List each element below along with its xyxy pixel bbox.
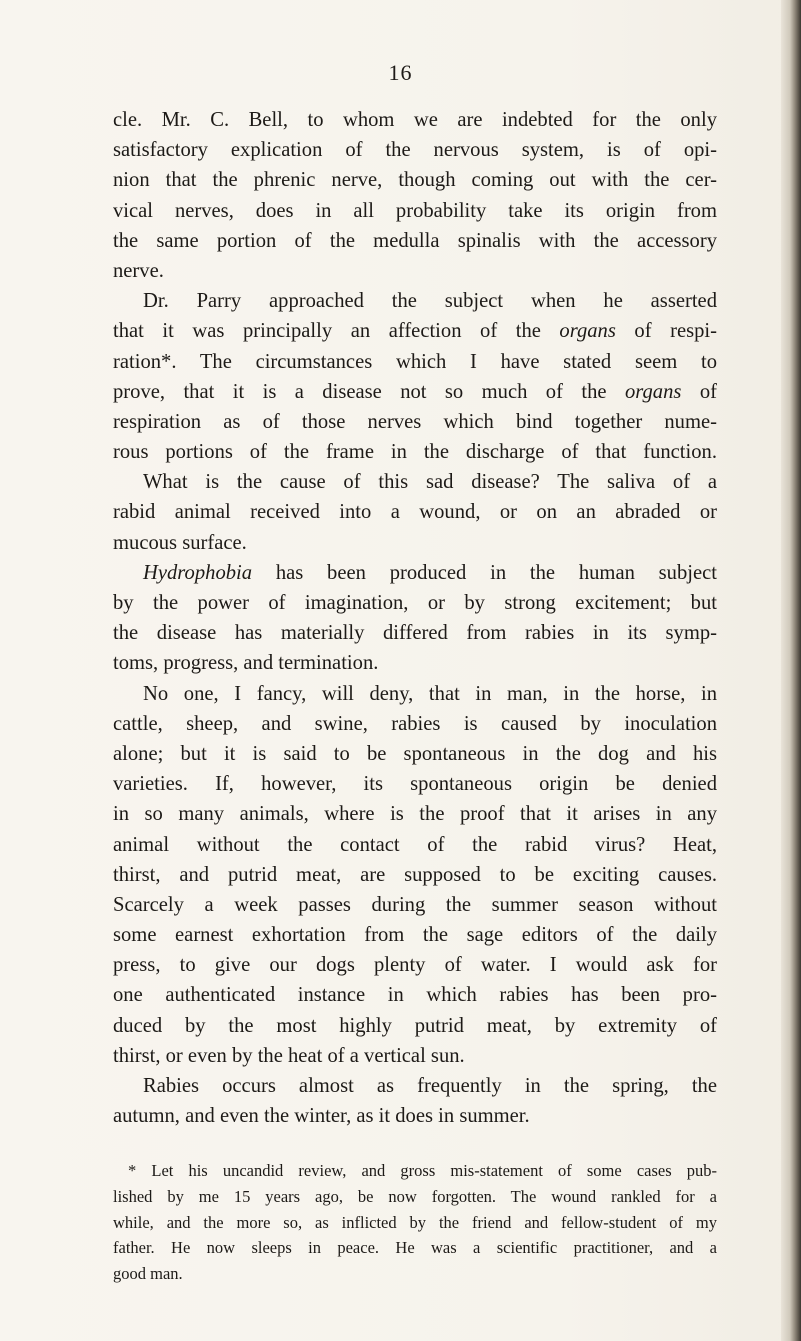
- text-segment: varieties. If, however, its spontaneous origin be denied: [113, 773, 717, 796]
- text-segment: of respi-: [615, 320, 717, 343]
- text-segment: one authenticated instance in which rabies has been pro-: [113, 984, 717, 1007]
- footnote-line: while, and the more so, as inflicted by the friend and fellow-student of my: [113, 1212, 717, 1232]
- text-segment: in so many animals, where is the proof that it arises in any: [113, 803, 717, 826]
- italic-text: organs: [624, 380, 682, 403]
- text-segment: toms, progress, and termination.: [113, 652, 379, 675]
- text-line: [113, 135, 717, 165]
- text-line: [113, 407, 717, 437]
- footnote-line: father. He now sleeps in peace. He was a scientific practitioner, and a: [113, 1238, 717, 1258]
- text-line: [113, 347, 717, 377]
- text-segment: thirst, and putrid meat, are supposed to be exciting causes.: [113, 863, 717, 886]
- italic-text: organs: [559, 320, 616, 343]
- text-segment: alone; but it is said to be spontaneous in the dog and his: [113, 742, 717, 765]
- footnote-line: good man.: [113, 1264, 183, 1284]
- text-segment: cle. Mr. C. Bell, to whom we are indebted for the only: [113, 109, 717, 131]
- text-segment: Rabies occurs almost as frequently in the spring, the: [143, 1075, 717, 1097]
- text-segment: by the power of imagination, or by strong excitement; but: [113, 592, 717, 614]
- text-segment: cattle, sheep, and swine, rabies is caused by inoculation: [113, 712, 717, 735]
- text-segment: autumn, and even the winter, as it does in summer.: [113, 1105, 530, 1128]
- text-line: [113, 1071, 717, 1101]
- text-line: [113, 618, 717, 648]
- text-line: [113, 679, 717, 709]
- text-segment: mucous surface.: [113, 531, 247, 554]
- text-line: [113, 890, 717, 920]
- text-line: [113, 437, 717, 467]
- text-segment: satisfactory explication of the nervous system, is of opi-: [113, 139, 717, 162]
- text-line: [113, 769, 717, 799]
- text-segment: No one, I fancy, will deny, that in man, in the horse, in: [143, 682, 717, 705]
- text-line: [113, 1101, 717, 1131]
- page-number: 16: [388, 60, 413, 85]
- footnote-line: lished by me 15 years ago, be now forgotten. The wound rankled for a: [113, 1186, 717, 1206]
- text-segment: rous portions of the frame in the discharge of that function.: [113, 441, 717, 464]
- text-segment: Dr. Parry approached the subject when he asserted: [143, 290, 717, 313]
- text-line: [113, 558, 717, 588]
- italic-text: Hydrophobia: [143, 561, 253, 584]
- text-line: [113, 830, 717, 860]
- text-line: [113, 226, 717, 256]
- text-line: [113, 860, 717, 890]
- text-line: [113, 648, 717, 678]
- text-segment: the disease has materially differed from rabies in its symp-: [113, 622, 717, 645]
- text-segment: What is the cause of this sad disease? The saliva of a: [143, 471, 717, 494]
- text-segment: the same portion of the medulla spinalis with the accessory: [113, 229, 717, 252]
- text-line: [113, 709, 717, 739]
- text-segment: duced by the most highly putrid meat, by extremity of: [113, 1014, 717, 1037]
- text-segment: that it was principally an affection of the: [113, 320, 560, 343]
- text-segment: nerve.: [113, 259, 164, 282]
- text-segment: press, to give our dogs plenty of water. I would ask for: [113, 954, 717, 977]
- text-segment: rabid animal received into a wound, or on an abraded or: [113, 501, 717, 524]
- text-line: [113, 377, 717, 407]
- text-line: [113, 739, 717, 769]
- text-line: [113, 1011, 717, 1041]
- text-line: [113, 467, 717, 497]
- text-line: [113, 286, 717, 316]
- text-segment: prove, that it is a disease not so much of the: [113, 380, 625, 403]
- text-segment: ration*. The circumstances which I have stated seem to: [113, 350, 717, 373]
- body-text: [113, 105, 717, 1131]
- text-segment: Scarcely a week passes during the summer season without: [113, 893, 717, 916]
- text-segment: animal without the contact of the rabid virus? Heat,: [113, 833, 717, 856]
- text-line: [113, 920, 717, 950]
- text-segment: of: [681, 380, 717, 403]
- footnote: [113, 1158, 717, 1287]
- text-segment: respiration as of those nerves which bind together nume-: [113, 410, 717, 433]
- text-line: [113, 799, 717, 829]
- text-line: [113, 105, 717, 135]
- text-segment: some earnest exhortation from the sage editors of the daily: [113, 924, 717, 947]
- footnote-line: * Let his uncandid review, and gross mis-statement of some cases pub-: [128, 1161, 717, 1180]
- page-edge-shadow: [781, 0, 801, 1341]
- text-line: [113, 316, 717, 346]
- text-line: [113, 165, 717, 195]
- text-line: [113, 256, 717, 286]
- text-segment: vical nerves, does in all probability take its origin from: [113, 199, 717, 222]
- text-segment: has been produced in the human subject: [252, 561, 717, 584]
- text-line: [113, 980, 717, 1010]
- text-segment: thirst, or even by the heat of a vertical sun.: [113, 1044, 465, 1067]
- text-line: [113, 497, 717, 527]
- text-line: [113, 528, 717, 558]
- text-line: [113, 196, 717, 226]
- text-line: [113, 1041, 717, 1071]
- text-line: [113, 588, 717, 618]
- text-line: [113, 950, 717, 980]
- text-segment: nion that the phrenic nerve, though coming out with the cer-: [113, 169, 717, 192]
